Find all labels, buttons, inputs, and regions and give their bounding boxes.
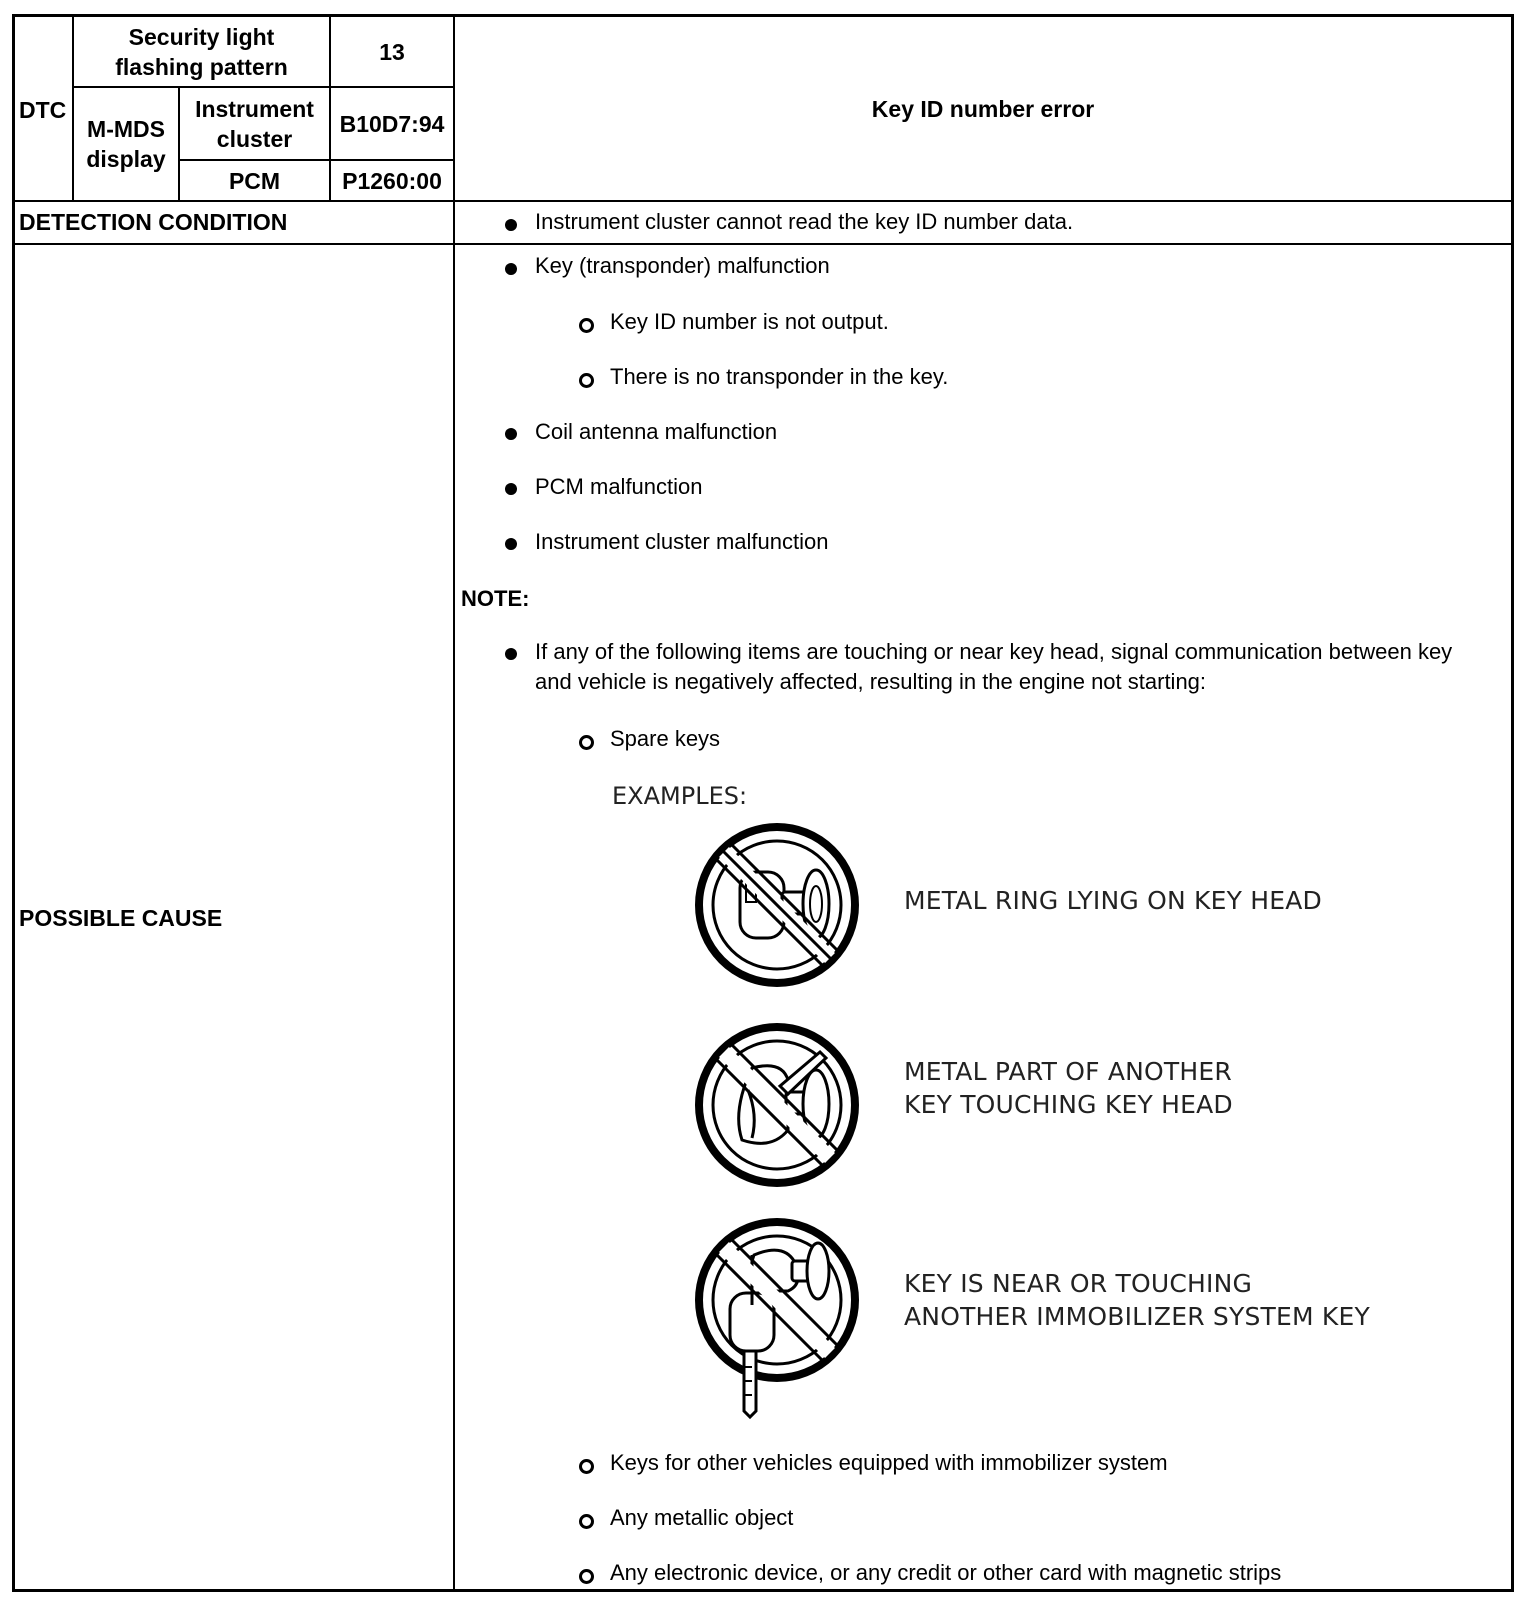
cause-item: Coil antenna malfunction — [535, 419, 778, 444]
cause-subitem: Any electronic device, or any credit or other card with magnetic strips — [610, 1560, 1282, 1585]
bullet-icon — [505, 428, 517, 440]
pcm-label: PCM — [228, 167, 281, 194]
sub-bullet-icon — [579, 1514, 594, 1529]
example-caption: KEY IS NEAR OR TOUCHING — [904, 1269, 1253, 1298]
sub-bullet-icon — [579, 1569, 594, 1584]
sub-bullet-icon — [579, 318, 594, 333]
possible-cause-label: POSSIBLE CAUSE — [19, 905, 223, 931]
bullet-icon — [505, 538, 517, 550]
cause-item: Key (transponder) malfunction — [535, 253, 830, 278]
cause-subitem: There is no transponder in the key. — [610, 364, 949, 389]
pcm-code: P1260:00 — [342, 167, 442, 194]
prohibited-metal-ring-icon — [692, 820, 862, 990]
sub-bullet-icon — [579, 373, 594, 388]
example-caption: ANOTHER IMMOBILIZER SYSTEM KEY — [904, 1302, 1370, 1331]
spare-keys-item: Spare keys — [610, 726, 721, 751]
example-caption: METAL PART OF ANOTHER — [904, 1057, 1232, 1086]
dtc-label: DTC — [19, 97, 67, 123]
divider — [12, 200, 1514, 202]
example-caption: KEY TOUCHING KEY HEAD — [904, 1090, 1233, 1119]
prohibited-immobilizer-key-icon — [692, 1215, 872, 1421]
divider — [453, 14, 455, 1592]
security-light-label: Security light flashing pattern — [115, 23, 288, 80]
bullet-icon — [505, 219, 517, 231]
sub-bullet-icon — [579, 735, 594, 750]
dtc-title: Key ID number error — [871, 95, 1095, 122]
cause-item: Instrument cluster malfunction — [535, 529, 829, 554]
prohibited-metal-key-icon — [692, 1020, 862, 1190]
bullet-icon — [505, 263, 517, 275]
cause-item: PCM malfunction — [535, 474, 703, 499]
detection-condition-label: DETECTION CONDITION — [19, 209, 288, 235]
divider — [12, 243, 1514, 245]
example-caption: METAL RING LYING ON KEY HEAD — [904, 886, 1322, 915]
bullet-icon — [505, 483, 517, 495]
cause-subitem: Keys for other vehicles equipped with immobilizer system — [610, 1450, 1168, 1475]
mmds-display-label: M-MDS display — [86, 116, 166, 172]
sub-bullet-icon — [579, 1459, 594, 1474]
instrument-cluster-code: B10D7:94 — [339, 110, 445, 137]
security-light-value: 13 — [379, 38, 405, 65]
instrument-cluster-label: Instrument cluster — [195, 95, 314, 152]
note-label: NOTE: — [461, 586, 530, 611]
note-text: If any of the following items are touching or near key head, signal communication between key and vehicle is negatively affected, resulting in the engine not starting: — [535, 639, 1453, 694]
cause-subitem: Key ID number is not output. — [610, 309, 889, 334]
detection-item: Instrument cluster cannot read the key ID number data. — [535, 209, 1074, 234]
cause-subitem: Any metallic object — [610, 1505, 794, 1530]
examples-label: EXAMPLES: — [612, 782, 748, 810]
bullet-icon — [505, 648, 517, 660]
